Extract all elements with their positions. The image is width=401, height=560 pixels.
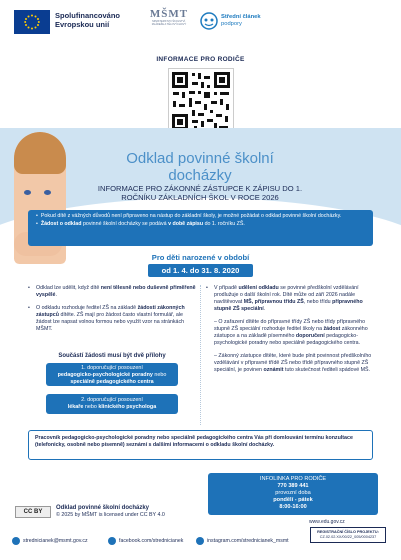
license-text — [56, 505, 165, 519]
consultation-note: Pracovník pedagogicko-psychologické poradny nebo speciálně pedagogického centra Vás při domlouvání termínu konzultace (telefonicky, osobně nebo písemně) seznámí s dalšími informacemi o odkladu školní docházky. — [28, 430, 373, 460]
msmt-logo — [149, 8, 189, 36]
license-line[interactable]: © 2025 by MŠMT is licensed under CC BY 4.0 — [56, 512, 165, 518]
page-title: Odklad povinné školní docházky — [126, 150, 274, 184]
sc-title: Střední článek — [221, 14, 261, 20]
birth-period-date: od 1. 4. do 31. 8. 2020 — [148, 264, 253, 277]
attachment-1-box: 1. doporučující posouzení pedagogicko-psychologické poradny nebo speciálně pedagogického centra — [46, 363, 178, 386]
license-title: Odklad povinné školní docházky — [56, 505, 150, 511]
email-icon — [12, 537, 20, 545]
infoline-days: pondělí - pátek — [273, 497, 313, 503]
infoline-box — [208, 473, 378, 515]
infoline-time: 8:00-16:00 — [279, 504, 307, 510]
stredni-clanek-text — [221, 14, 261, 28]
left-column — [28, 285, 196, 339]
registration-box: REGISTRAČNÍ ČÍSLO PROJEKTU: CZ.02.02.XX/00/22_005/0004237 — [310, 527, 386, 543]
intro-box — [28, 210, 373, 246]
eu-cofunding-text: Spolufinancováno Evropskou unií — [55, 11, 121, 29]
birth-period-label: Pro děti narozené v období — [151, 253, 250, 262]
intro-bullet-1: • Pokud dítě z vážných důvodů není připraveno na nástup do základní školy, je možné požádat o odklad povinné školní docházky. — [36, 213, 342, 219]
left-paragraph-2: • O odkladu rozhoduje ředitel ZŠ na základě žádosti zákonných zástupců dítěte. ZŠ mají pro žádost často vlastní formulář, ale žádost lze napsat volnou formou nebo využít vzor na stránkách MŠMT. — [28, 305, 185, 332]
left-paragraph-1: • Odklad lze udělit, když dítě není tělesně nebo duševně přiměřeně vyspělé. — [28, 285, 196, 298]
sc-subtitle: podpory — [221, 21, 242, 27]
msmt-logo-subtitle: MINISTERSTVO ŠKOLSTVÍ, MLÁDEŽE A TĚLOVÝCHOVY — [151, 20, 187, 26]
footer-instagram[interactable]: instagram.com/strednicianek_msmt — [196, 537, 289, 545]
instagram-icon — [196, 537, 204, 545]
infoline-title: INFOLINKA PRO RODIČE — [259, 476, 327, 482]
attachment-2-box: 2. doporučující posouzení lékaře nebo klinického psychologa — [46, 394, 178, 414]
website-link[interactable]: www.edu.gov.cz — [309, 519, 345, 525]
qr-code[interactable] — [168, 68, 234, 134]
footer-facebook[interactable]: facebook.com/strednicianek — [108, 537, 183, 545]
footer-email[interactable]: strednicianek@msmt.gov.cz — [12, 537, 88, 545]
right-paragraph-2: – O zařazení dítěte do přípravné třídy ZŠ nebo třídy přípravného stupně ZŠ speciální rozhoduje ředitel školy na žádost zákonného zástupce a na základě písemného doporučení pedagogicko-psychologické poradny nebo speciálně pedagogického centra. — [214, 319, 368, 346]
infoline-hours-label: provozní doba — [275, 490, 311, 496]
msmt-logo-mark: MŠMT — [149, 8, 189, 20]
intro-bullet-2: • Žádost o odklad povinné školní docházky se podává v době zápisu do 1. ročníku ZŠ. — [36, 221, 245, 227]
page-subtitle: INFORMACE PRO ZÁKONNÉ ZÁSTUPCE K ZÁPISU DO 1. ROČNÍKU ZÁKLADNÍCH ŠKOL V ROCE 2026 — [97, 184, 303, 202]
right-paragraph-1: • V případě udělení odkladu se povinné předškolní vzdělávání prodlužuje o další školní rok. Dítě může od září 2026 nadále navštěvovat MŠ, přípravnou třídu ZŠ, nebo třídu přípravného stupně ZŠ speciální. — [206, 285, 363, 312]
eu-flag-icon — [14, 10, 50, 34]
facebook-icon — [108, 537, 116, 545]
info-title: INFORMACE PRO RODIČE — [156, 56, 245, 63]
column-divider — [200, 285, 201, 425]
attachments-title: Součástí žádosti musí být dvě přílohy — [58, 353, 166, 359]
infoline-phone[interactable]: 770 389 441 — [277, 483, 309, 489]
header — [0, 0, 401, 42]
right-paragraph-3: – Zákonný zástupce dítěte, které bude plnit povinnost předškolního vzdělávání v přípravné třídě ZŠ nebo třídě přípravného stupně ZŠ speciální, je povinen oznámit tuto skutečnost řediteli spádové MŠ. — [214, 353, 372, 373]
stredni-clanek-logo-icon — [199, 12, 221, 30]
cc-license-badge[interactable]: CC BY — [15, 506, 51, 518]
right-column — [206, 285, 376, 380]
